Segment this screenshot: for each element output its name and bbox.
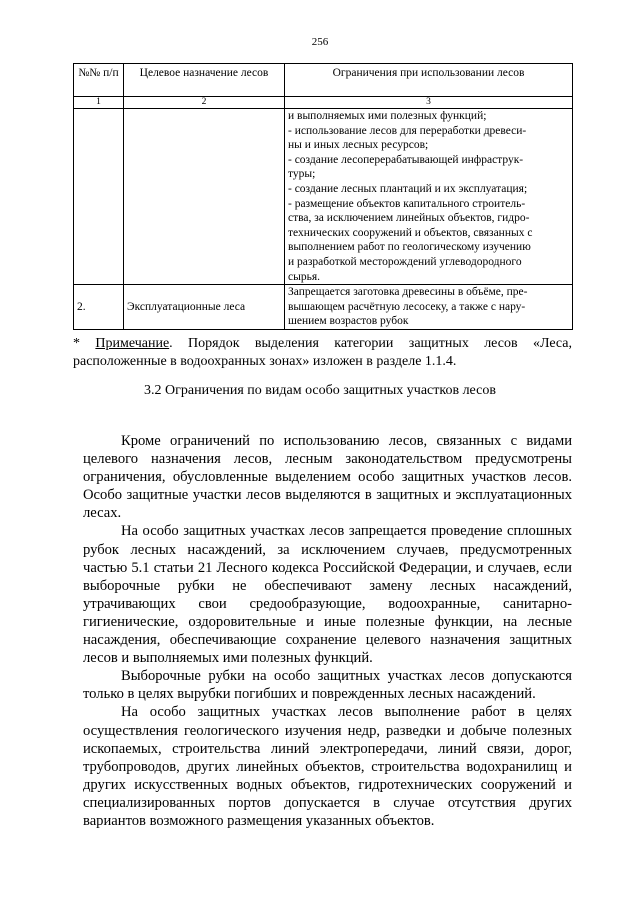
row-restrictions — [285, 285, 573, 330]
row-restrictions — [285, 109, 573, 285]
restriction-line: шением возрастов рубок — [288, 315, 409, 328]
restriction-line: выполнением работ по геологическому изучению — [288, 241, 531, 254]
table-row — [74, 109, 573, 285]
header-restrictions: Ограничения при использовании лесов — [285, 64, 573, 97]
restriction-line: вышающем расчётную лесосеку, а также с нару- — [288, 300, 526, 313]
paragraph: Кроме ограничений по использованию лесов, связанных с видами целевого назначения лесов, лесным законодательством предусмотрены ограничения, обусловленные выделением особо защитных участков лесов. Особо защитные участки лесов выделяются в защитных и эксплуатационных лесах. — [83, 433, 572, 522]
restriction-line: технических сооружений и объектов, связанных с — [288, 226, 533, 239]
restriction-line: и разработкой месторождений углеводородного — [288, 255, 522, 268]
row-purpose — [124, 109, 285, 285]
column-number: 1 — [74, 97, 124, 109]
note-label: Примечание — [95, 336, 170, 351]
restriction-line: - использование лесов для переработки древеси- — [288, 124, 527, 137]
column-number: 2 — [124, 97, 285, 109]
restrictions-table — [73, 63, 573, 330]
row-purpose: Эксплуатационные леса — [124, 285, 285, 330]
restriction-line: - создание лесоперерабатывающей инфраструк- — [288, 153, 524, 166]
row-number: 2. — [74, 285, 124, 330]
paragraph: На особо защитных участках лесов выполнение работ в целях осуществления геологического изучения недр, разведки и добыче полезных ископаемых, строительства линий электропередачи, линий связи, дорог, трубопроводов, других линейных объектов, строительства водохранилищ и других искусственных водных объектов, гидротехнических сооружений и специализированных портов допускается в случае отсутствия других вариантов возможного размещения указанных объектов. — [83, 704, 572, 829]
note-prefix: * — [73, 336, 96, 351]
restriction-line: - размещение объектов капитального строитель- — [288, 197, 526, 210]
note-text: . Порядок выделения категории защитных лесов «Леса, расположенные в водоохранных зонах» изложен в разделе 1.1.4. — [73, 336, 573, 369]
page-number: 256 — [311, 36, 329, 48]
table-row — [74, 285, 573, 330]
restriction-line: сырья. — [288, 270, 320, 283]
header-number: №№ п/п — [74, 64, 124, 97]
restriction-line: ства, за исключением линейных объектов, гидро- — [288, 212, 530, 225]
row-number — [74, 109, 124, 285]
paragraph: На особо защитных участках лесов запрещается проведение сплошных рубок лесных насаждений, за исключением случаев, предусмотренных частью 5.1 статьи 21 Лесного кодекса Российской Федерации, и случаев, если выборочные рубки не обеспечивают замену лесных насаждений, утрачивающих свои средообразующие, водоохранные, санитарно-гигиенические, оздоровительные и иные полезные функции, на лесные насаждения, обеспечивающие сохранение целевого назначения защитных лесов и выполняемых ими полезных функций. — [83, 523, 572, 667]
restriction-line: - создание лесных плантаций и их эксплуатация; — [288, 182, 528, 195]
restriction-line: Запрещается заготовка древесины в объёме, пре- — [288, 286, 528, 299]
column-number-row — [74, 97, 573, 109]
section-heading: 3.2 Ограничения по видам особо защитных участков лесов — [144, 383, 496, 398]
header-purpose: Целевое назначение лесов — [124, 64, 285, 97]
body-text — [83, 432, 572, 830]
paragraph: Выборочные рубки на особо защитных участках лесов допускаются только в целях вырубки погибших и поврежденных лесных насаждений. — [83, 668, 572, 703]
table-note — [73, 335, 572, 370]
table-header-row — [74, 64, 573, 97]
restriction-line: туры; — [288, 168, 316, 181]
column-number: 3 — [285, 97, 573, 109]
restriction-line: ны и иных лесных ресурсов; — [288, 139, 429, 152]
restriction-line: и выполняемых ими полезных функций; — [288, 110, 487, 122]
